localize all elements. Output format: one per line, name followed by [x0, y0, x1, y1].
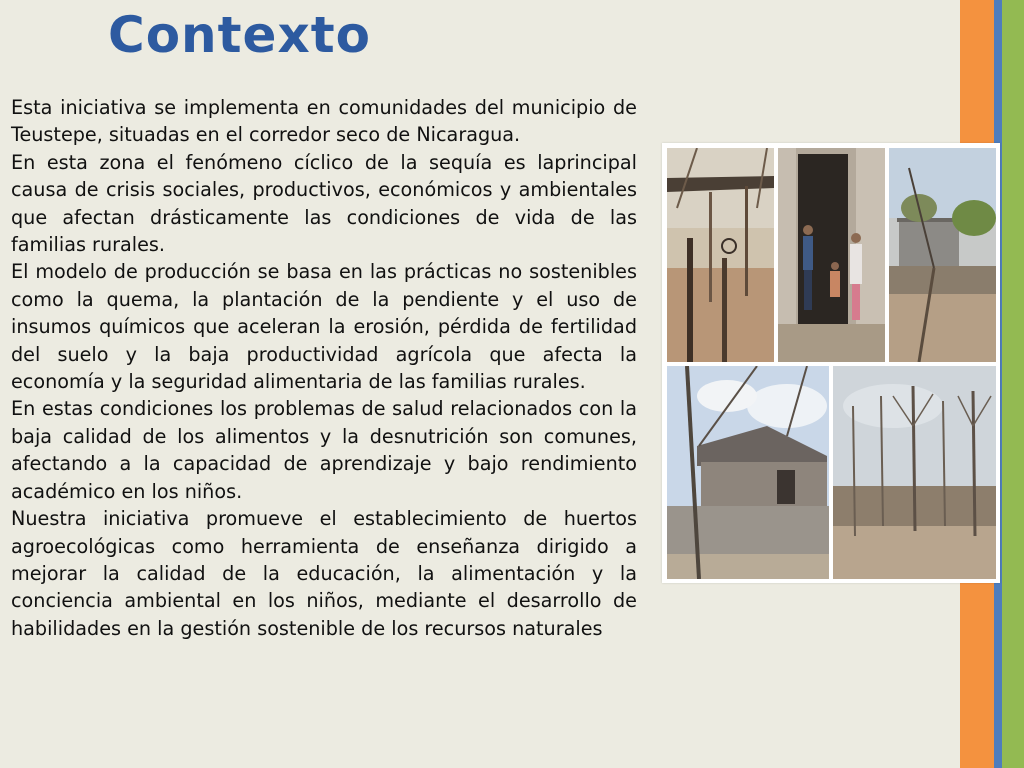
photo-collage — [662, 143, 1000, 583]
photo-dry-forest — [833, 366, 996, 579]
paragraph: Nuestra iniciativa promueve el establecimiento de huertos agroecológicas como herramienta de enseñanza dirigido a mejorar la calidad de la educación, la alimentación y la conciencia ambiental en los niños, mediante el desarrollo de habilidades en la gestión sostenible de los recursos naturales — [11, 507, 637, 640]
body-text — [11, 94, 637, 642]
paragraph: En estas condiciones los problemas de salud relacionados con la baja calidad de los alimentos y la desnutrición son comunes, afectando a la capacidad de aprendizaje y bajo rendimiento académico en los niños. — [11, 397, 637, 503]
photo-dry-yard-shelter — [667, 148, 774, 362]
slide-title: Contexto — [108, 6, 371, 64]
photo-stone-wall-hut — [889, 148, 996, 362]
photo-stone-house — [667, 366, 829, 579]
paragraph: El modelo de producción se basa en las prácticas no sostenibles como la quema, la plantación de la pendiente y el uso de insumos químicos que aceleran la erosión, pérdida de fertilidad del suelo y la baja productividad agrícola que afecta la economía y la seguridad alimentaria de las familias rurales. — [11, 260, 637, 394]
paragraph: Esta iniciativa se implementa en comunidades del municipio de Teustepe, situadas en el corredor seco de Nicaragua. — [11, 96, 637, 147]
photo-children-doorway — [778, 148, 885, 362]
paragraph: En esta zona el fenómeno cíclico de la sequía es laprincipal causa de crisis sociales, productivos, económicos y ambientales que afectan drásticamente las condiciones de vida de las familias rurales. — [11, 150, 637, 257]
decorative-stripe-green — [1002, 0, 1024, 768]
